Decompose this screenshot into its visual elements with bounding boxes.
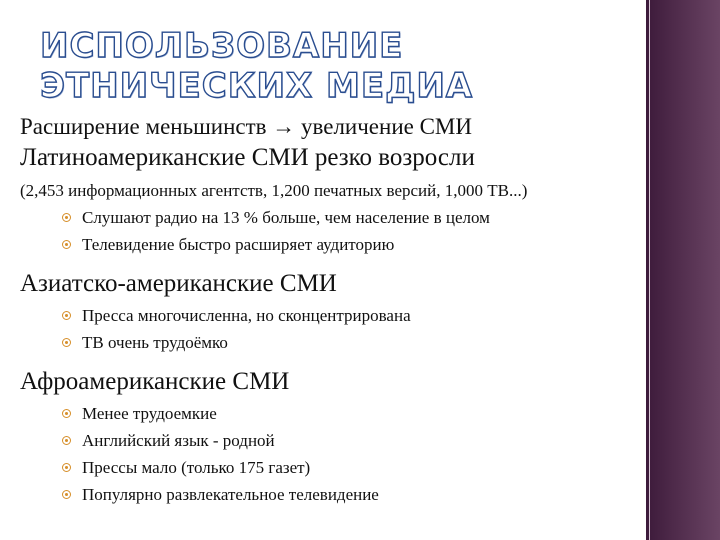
list-item-text: Популярно развлекательное телевидение xyxy=(82,485,379,504)
list-item-text: Английский язык - родной xyxy=(82,431,275,450)
list-item-text: Слушают радио на 13 % больше, чем население в целом xyxy=(82,208,490,227)
ring-bullet-icon xyxy=(62,240,71,249)
list-item xyxy=(62,231,620,258)
intro-line: Расширение меньшинств → увеличение СМИ xyxy=(20,114,472,139)
section-note: (2,453 информационных агентств, 1,200 печатных версий, 1,000 ТВ...) xyxy=(20,181,528,200)
section-heading: Афроамериканские СМИ xyxy=(20,368,290,395)
section-latino-media xyxy=(20,142,620,258)
list-item-text: Телевидение быстро расширяет аудиторию xyxy=(82,235,395,254)
ring-bullet-icon xyxy=(62,409,71,418)
ring-bullet-icon xyxy=(62,436,71,445)
list-item-text: ТВ очень трудоёмко xyxy=(82,333,228,352)
slide-body xyxy=(20,108,620,508)
ring-bullet-icon xyxy=(62,463,71,472)
list-item xyxy=(62,204,620,231)
slide-title xyxy=(40,26,473,106)
list-item-text: Менее трудоемкие xyxy=(82,404,217,423)
list-item xyxy=(62,481,620,508)
list-item-text: Прессы мало (только 175 газет) xyxy=(82,458,311,477)
list-item xyxy=(62,329,620,356)
bullet-list xyxy=(20,204,620,258)
slide-title-line-2: ЭТНИЧЕСКИХ МЕДИА xyxy=(40,66,474,106)
ring-bullet-icon xyxy=(62,213,71,222)
list-item xyxy=(62,427,620,454)
list-item xyxy=(62,302,620,329)
section-heading: Азиатско-американские СМИ xyxy=(20,270,337,297)
slide-title-line-1: ИСПОЛЬЗОВАНИЕ xyxy=(40,26,404,66)
list-item-text: Пресса многочисленна, но сконцентрирована xyxy=(82,306,411,325)
decorative-side-band xyxy=(642,0,720,540)
ring-bullet-icon xyxy=(62,490,71,499)
ring-bullet-icon xyxy=(62,338,71,347)
ring-bullet-icon xyxy=(62,311,71,320)
list-item xyxy=(62,400,620,427)
bullet-list xyxy=(20,302,620,356)
section-african-american-media xyxy=(20,366,620,508)
section-heading: Латиноамериканские СМИ резко возросли xyxy=(20,144,475,171)
bullet-list xyxy=(20,400,620,508)
list-item xyxy=(62,454,620,481)
section-asian-american-media xyxy=(20,268,620,356)
